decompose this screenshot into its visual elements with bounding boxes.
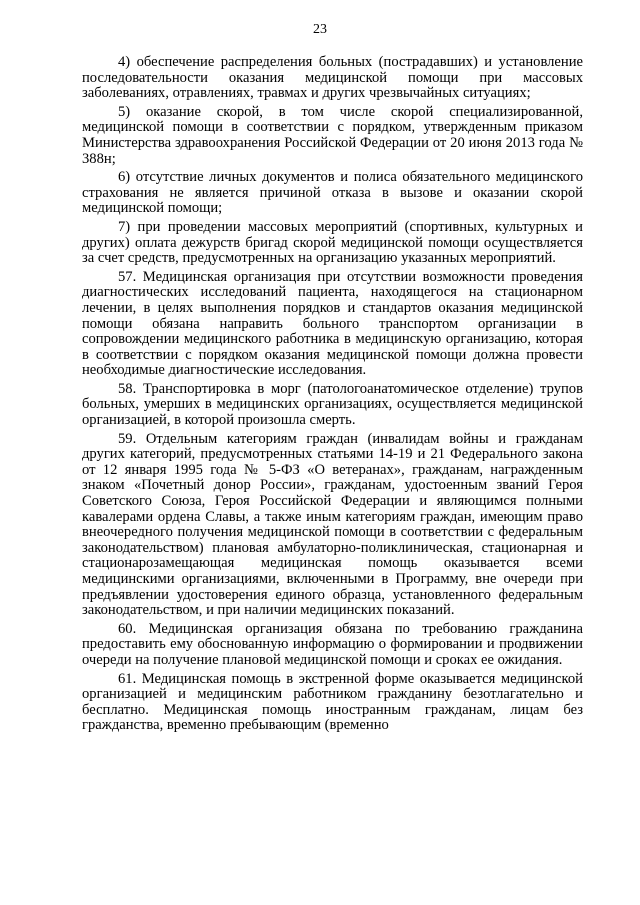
paragraph-59: 59. Отдельным категориям граждан (инвалидам войны и гражданам других категорий, предусмотренных статьями 14-19 и 21 Федерального закона от 12 января 1995 года № 5-ФЗ «О ветеранах», гражданам, награжденным знаком «Почетный донор России», гражданам, удостоенным званий Героя Советского Союза, Героя Российской Федерации и являющимся полными кавалерами ордена Славы, а также иным категориям граждан, имеющим право внеочередного получения медицинской помощи в соответствии с федеральным законодательством) плановая амбулаторно-поликлиническая, стационарная и стационарозамещающая медицинская помощь оказывается всеми медицинскими организациями, включенными в Программу, вне очереди при предъявлении удостоверения единого образца, установленного федеральным законодательством, и при наличии медицинских показаний. (82, 430, 583, 619)
paragraph-61: 61. Медицинская помощь в экстренной форме оказывается медицинской организацией и медицинским работником гражданину безотлагательно и бесплатно. Медицинская помощь иностранным гражданам, лицам без гражданства, временно пребывающим (временно (82, 670, 583, 734)
paragraph-item-5: 5) оказание скорой, в том числе скорой специализированной, медицинской помощи в соответствии с порядком, утвержденным приказом Министерства здравоохранения Российской Федерации от 20 июня 2013 года № 388н; (82, 103, 583, 167)
paragraph-57: 57. Медицинская организация при отсутствии возможности проведения диагностических исследований пациента, находящегося на стационарном лечении, в целях выполнения порядков и стандартов оказания медицинской помощи обязана направить больного транспортом организации в сопровождении медицинского работника в медицинскую организацию, которая в соответствии с порядком оказания медицинской помощи должна провести необходимые диагностические исследования. (82, 268, 583, 379)
paragraph-58: 58. Транспортировка в морг (патологоанатомическое отделение) трупов больных, умерших в медицинских организациях, осуществляется медицинской организацией, в которой произошла смерть. (82, 380, 583, 429)
paragraph-item-4: 4) обеспечение распределения больных (пострадавших) и установление последовательности оказания медицинской помощи при массовых заболеваниях, отравлениях, травмах и других чрезвычайных ситуациях; (82, 54, 583, 102)
paragraph-60: 60. Медицинская организация обязана по требованию гражданина предоставить ему обоснованную информацию о формировании и продвижении очереди на получение плановой медицинской помощи и сроках ее ожидания. (82, 620, 583, 668)
paragraph-item-7: 7) при проведении массовых мероприятий (спортивных, культурных и других) оплата дежурств бригад скорой медицинской помощи осуществляется за счет средств, предусмотренных на организацию указанных мероприятий. (82, 218, 583, 267)
document-body (82, 55, 583, 737)
page-number: 23 (313, 22, 327, 37)
paragraph-item-6: 6) отсутствие личных документов и полиса обязательного медицинского страхования не является причиной отказа в вызове и оказании скорой медицинской помощи; (82, 169, 583, 217)
